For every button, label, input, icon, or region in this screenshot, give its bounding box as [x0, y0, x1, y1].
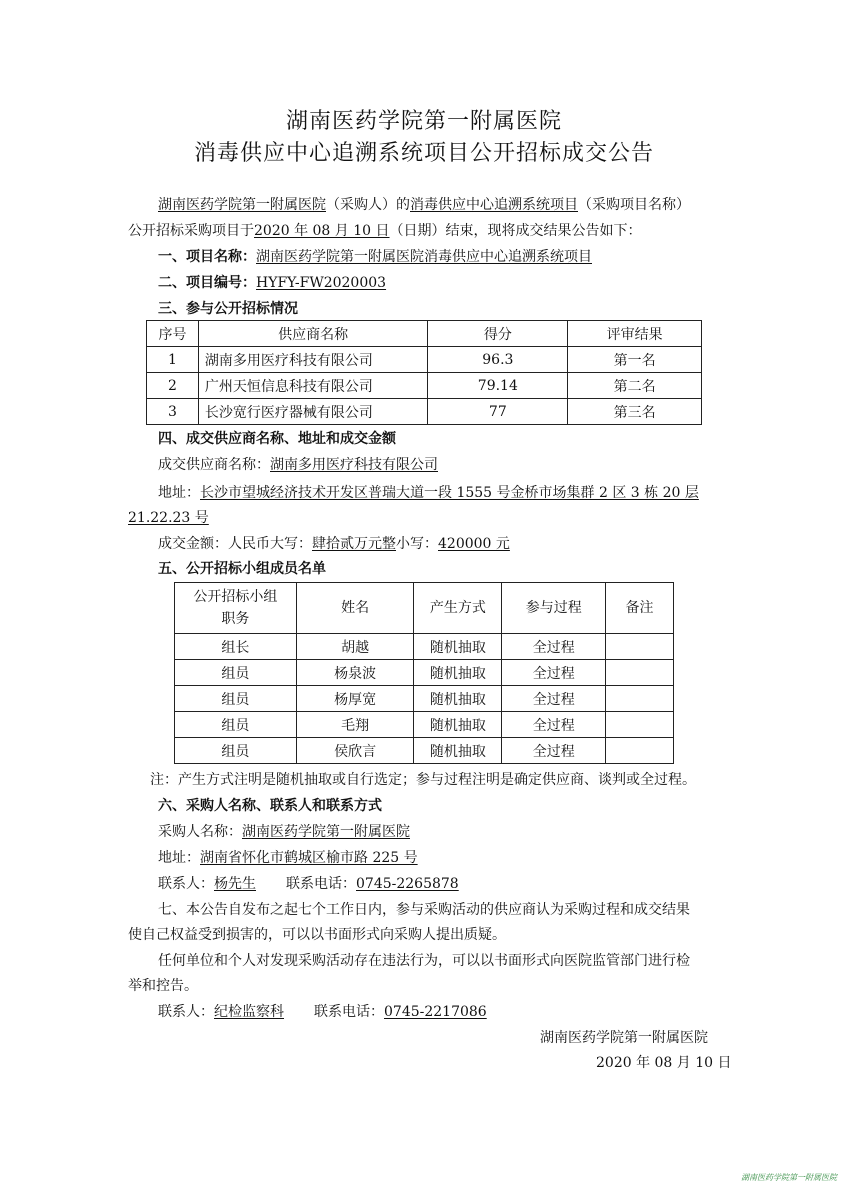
table-cell: 组员	[175, 660, 297, 686]
footer-logo-text: 湖南医药学院第一附属医院	[741, 1172, 837, 1182]
purchaser-name-label: 采购人名称：	[158, 824, 242, 840]
header-cell: 序号	[147, 321, 199, 347]
address-label: 地址：	[158, 485, 200, 501]
table-cell: 杨泉波	[296, 660, 414, 686]
table-cell: 组员	[175, 738, 297, 764]
supplier-address: 长沙市望城经济技术开发区普瑞大道一段 1555 号金桥市场集群 2 区 3 栋 20 层	[200, 485, 699, 501]
amount-label: 成交金额：人民币大写：	[158, 536, 312, 552]
table-cell	[606, 712, 674, 738]
table-cell: 77	[428, 399, 568, 425]
intro-line2-prefix: 公开招标采购项目于	[128, 223, 254, 239]
table-cell: 全过程	[502, 634, 606, 660]
amount-small: 420000 元	[438, 536, 510, 552]
table-cell: 长沙宽行医疗器械有限公司	[198, 399, 428, 425]
intro-purchaser-note: （采购人）的	[326, 197, 410, 213]
section4-heading: 四、成交供应商名称、地址和成交金额	[158, 431, 396, 447]
table-cell: 全过程	[502, 660, 606, 686]
table-row	[175, 634, 674, 660]
table-cell: 侯欣言	[296, 738, 414, 764]
section3-heading: 三、参与公开招标情况	[158, 301, 298, 317]
section1-label: 一、项目名称：	[158, 249, 256, 265]
purchaser-address-label: 地址：	[158, 850, 200, 866]
header-cell: 备注	[606, 583, 674, 634]
page-title-line2: 消毒供应中心追溯系统项目公开招标成交公告	[193, 141, 654, 166]
header-cell: 产生方式	[414, 583, 502, 634]
header-cell-role: 公开招标小组 职务	[175, 583, 297, 634]
header-cell: 参与过程	[502, 583, 606, 634]
amount-small-label: 小写：	[396, 536, 438, 552]
table-cell: 组长	[175, 634, 297, 660]
table-cell: 组员	[175, 712, 297, 738]
table-row	[175, 712, 674, 738]
section1-line	[158, 248, 592, 266]
intro-project: 消毒供应中心追溯系统项目	[410, 197, 578, 213]
header-cell: 评审结果	[568, 321, 702, 347]
table-row	[147, 347, 702, 373]
table-cell: 广州天恒信息科技有限公司	[198, 373, 428, 399]
section2-value: HYFY-FW2020003	[256, 275, 387, 291]
table-cell: 3	[147, 399, 199, 425]
supplier-address-line1	[158, 484, 699, 502]
table-cell: 1	[147, 347, 199, 373]
supplier-line	[158, 456, 438, 474]
table-cell: 全过程	[502, 712, 606, 738]
intro-line2	[128, 222, 642, 240]
signature-date: 2020 年 08 月 10 日	[596, 1055, 732, 1071]
table-row	[175, 686, 674, 712]
table-cell	[606, 660, 674, 686]
table-row	[147, 399, 702, 425]
supplier-name: 湖南多用医疗科技有限公司	[270, 457, 438, 473]
purchaser-contact-line	[158, 875, 459, 893]
table-cell: 第三名	[568, 399, 702, 425]
table-row	[175, 660, 674, 686]
intro-line1	[158, 196, 690, 214]
section5-heading: 五、公开招标小组成员名单	[158, 561, 326, 577]
section2-label: 二、项目编号：	[158, 275, 256, 291]
amount-line	[158, 535, 510, 553]
contact-label: 联系人：	[158, 876, 214, 892]
contact-dept: 纪检监察科	[214, 1004, 284, 1020]
table-cell: 毛翔	[296, 712, 414, 738]
table-header-row	[147, 321, 702, 347]
table-header-row	[175, 583, 674, 634]
signature-org: 湖南医药学院第一附属医院	[540, 1030, 708, 1046]
section7-line1: 七、本公告自发布之起七个工作日内，参与采购活动的供应商认为采购过程和成交结果	[158, 902, 690, 918]
contact-phone: 0745-2217086	[384, 1004, 487, 1020]
table-cell: 随机抽取	[414, 712, 502, 738]
table-cell: 2	[147, 373, 199, 399]
table-cell: 湖南多用医疗科技有限公司	[198, 347, 428, 373]
section7-contact-line	[158, 1003, 487, 1021]
section6-heading: 六、采购人名称、联系人和联系方式	[158, 798, 382, 814]
purchaser-name: 湖南医药学院第一附属医院	[242, 824, 410, 840]
section2-line	[158, 274, 386, 292]
supplier-address-line2: 21.22.23 号	[128, 510, 209, 526]
contact-phone: 0745-2265878	[356, 876, 459, 892]
header-cell: 姓名	[296, 583, 414, 634]
amount-upper: 肆拾贰万元整	[312, 536, 396, 552]
table-cell: 全过程	[502, 738, 606, 764]
purchaser-address-line	[158, 849, 418, 867]
purchaser-address: 湖南省怀化市鹤城区榆市路 225 号	[200, 850, 418, 866]
table-cell: 随机抽取	[414, 634, 502, 660]
committee-note: 注：产生方式注明是随机抽取或自行选定；参与过程注明是确定供应商、谈判或全过程。	[150, 772, 696, 788]
header-cell: 供应商名称	[198, 321, 428, 347]
intro-line2-suffix: （日期）结束，现将成交结果公告如下：	[389, 223, 642, 239]
table-cell: 第一名	[568, 347, 702, 373]
table-cell: 随机抽取	[414, 686, 502, 712]
contact-name: 杨先生	[214, 876, 256, 892]
table-cell: 胡越	[296, 634, 414, 660]
committee-table	[174, 582, 674, 764]
table-cell	[606, 634, 674, 660]
table-cell: 79.14	[428, 373, 568, 399]
table-row	[175, 738, 674, 764]
table-row	[147, 373, 702, 399]
page-title-line1: 湖南医药学院第一附属医院	[285, 109, 562, 134]
header-cell: 得分	[428, 321, 568, 347]
contact-label: 联系人：	[158, 1004, 214, 1020]
section1-value: 湖南医药学院第一附属医院消毒供应中心追溯系统项目	[256, 249, 592, 265]
intro-project-note: （采购项目名称）	[578, 197, 690, 213]
purchaser-name-line	[158, 823, 410, 841]
supplier-label: 成交供应商名称：	[158, 457, 270, 473]
bid-results-table	[146, 320, 702, 425]
phone-label: 联系电话：	[314, 1004, 384, 1020]
intro-purchaser: 湖南医药学院第一附属医院	[158, 197, 326, 213]
table-cell: 杨厚宽	[296, 686, 414, 712]
table-cell	[606, 686, 674, 712]
table-cell: 组员	[175, 686, 297, 712]
table-cell	[606, 738, 674, 764]
phone-label: 联系电话：	[286, 876, 356, 892]
footer-logo	[738, 1168, 836, 1186]
table-cell: 全过程	[502, 686, 606, 712]
table-cell: 96.3	[428, 347, 568, 373]
section7-line3: 任何单位和个人对发现采购活动存在违法行为，可以以书面形式向医院监管部门进行检	[158, 953, 690, 969]
section7-line2: 使自己权益受到损害的，可以以书面形式向采购人提出质疑。	[128, 927, 506, 943]
intro-date: 2020 年 08 月 10 日	[254, 223, 390, 239]
table-cell: 第二名	[568, 373, 702, 399]
table-cell: 随机抽取	[414, 660, 502, 686]
section7-line4: 举和控告。	[128, 978, 198, 994]
table-cell: 随机抽取	[414, 738, 502, 764]
